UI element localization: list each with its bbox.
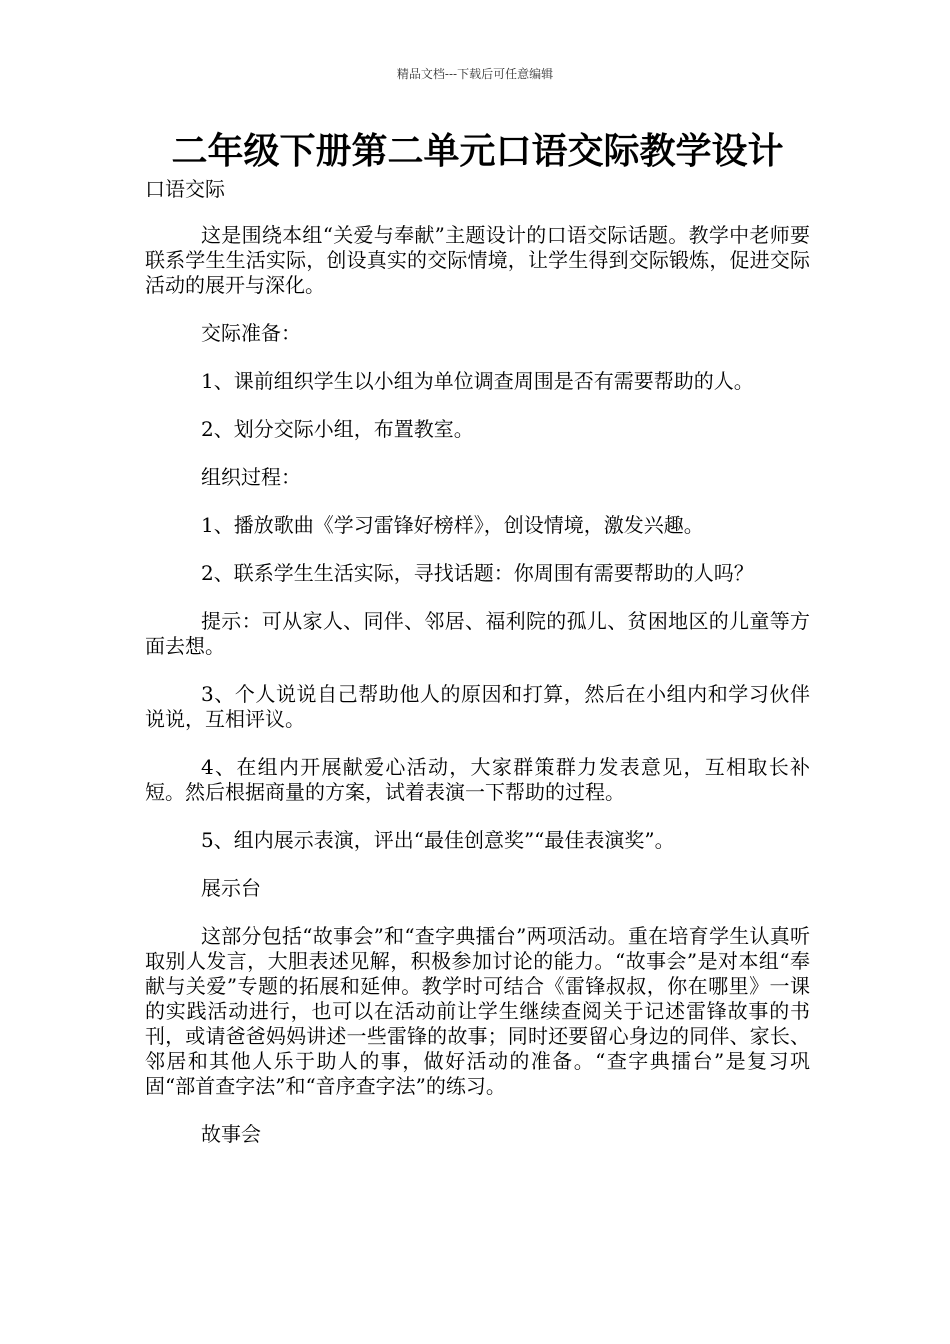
- paragraph-prep-2: 2、划分交际小组，布置教室。: [201, 417, 474, 441]
- heading-showcase: 展示台: [201, 876, 261, 900]
- paragraph-process-4: 4、在组内开展献爱心活动，大家群策群力发表意见，互相取长补短。然后根据商量的方案，试着表演一下帮助的过程。: [145, 755, 810, 804]
- document-subtitle: 口语交际: [145, 177, 225, 201]
- paragraph-process-5: 5、组内展示表演，评出“最佳创意奖”“最佳表演奖”。: [201, 828, 675, 852]
- paragraph-hint: 提示：可从家人、同伴、邻居、福利院的孤儿、贫困地区的儿童等方面去想。: [145, 609, 810, 658]
- heading-story-meeting: 故事会: [201, 1122, 261, 1146]
- header-note: 精品文档---下载后可任意编辑: [396, 67, 554, 81]
- paragraph-process-1: 1、播放歌曲《学习雷锋好榜样》，创设情境，激发兴趣。: [201, 513, 704, 537]
- paragraph-process-2: 2、联系学生生活实际，寻找话题：你周围有需要帮助的人吗？: [201, 561, 754, 585]
- paragraph-prep-1: 1、课前组织学生以小组为单位调查周围是否有需要帮助的人。: [201, 369, 754, 393]
- heading-preparation: 交际准备：: [201, 321, 301, 345]
- document-title: 二年级下册第二单元口语交际教学设计: [171, 130, 784, 172]
- heading-process: 组织过程：: [201, 465, 301, 489]
- paragraph-showcase: 这部分包括“故事会”和“查字典擂台”两项活动。重在培育学生认真听取别人发言，大胆表述见解，积极参加讨论的能力。“故事会”是对本组“奉献与关爱”专题的拓展和延伸。教学时可结合《雷锋叔叔，你在哪里》一课的实践活动进行，也可以在活动前让学生继续查阅关于记述雷锋故事的书刊，或请爸爸妈妈讲述一些雷锋的故事；同时还要留心身边的同伴、家长、邻居和其他人乐于助人的事，做好活动的准备。“查字典擂台”是复习巩固“部首查字法”和“音序查字法”的练习。: [145, 924, 810, 1098]
- paragraph-process-3: 3、个人说说自己帮助他人的原因和打算，然后在小组内和学习伙伴说说，互相评议。: [145, 682, 810, 731]
- document-body: [145, 223, 810, 1170]
- paragraph-intro: 这是围绕本组“关爱与奉献”主题设计的口语交际话题。教学中老师要联系学生生活实际，创设真实的交际情境，让学生得到交际锻炼，促进交际活动的展开与深化。: [145, 223, 810, 297]
